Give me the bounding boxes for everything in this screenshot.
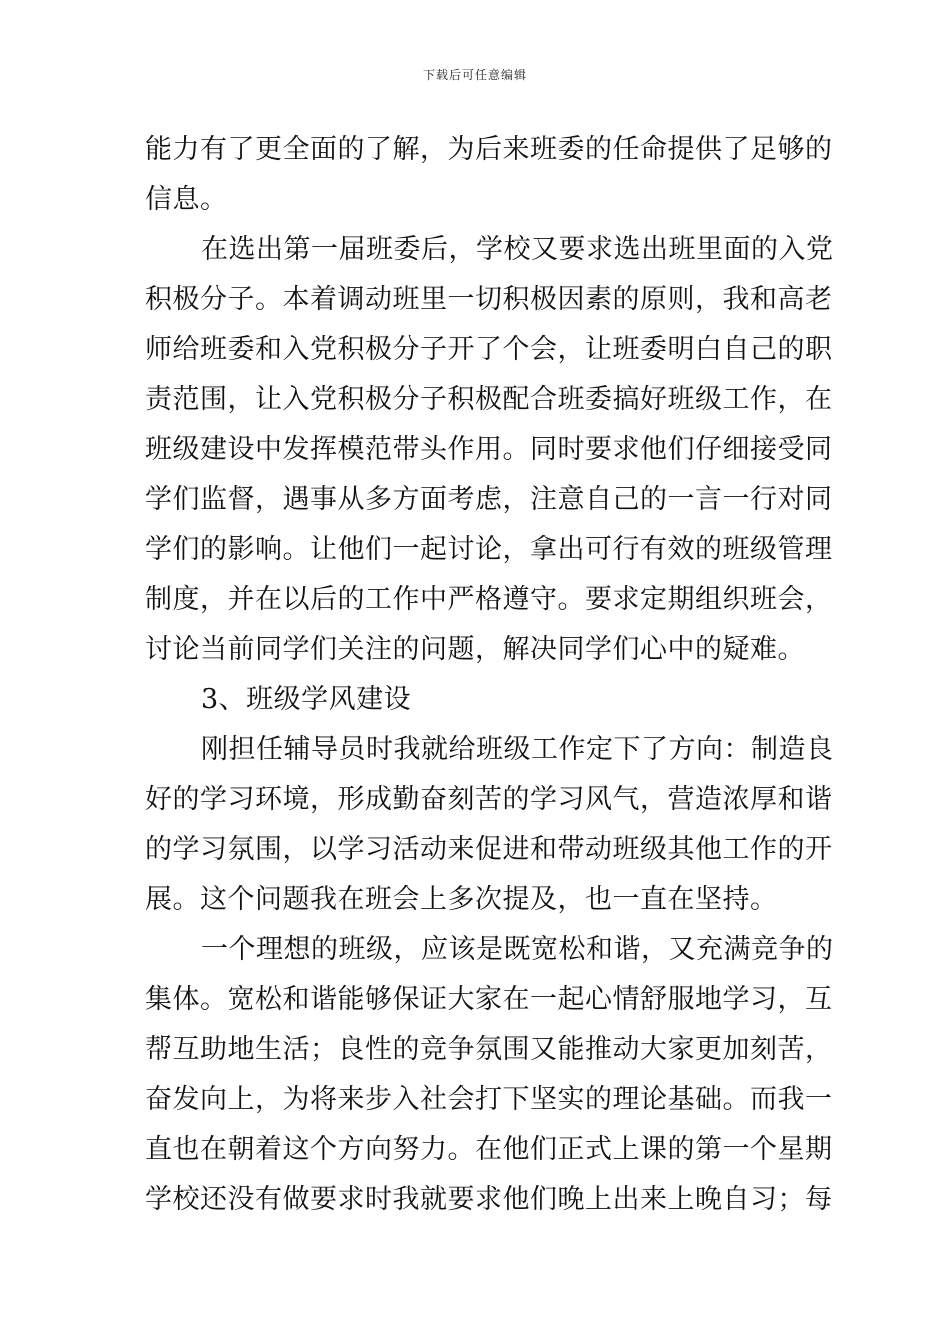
- text-line: 讨论当前同学们关注的问题，解决同学们心中的疑难。: [145, 634, 805, 665]
- text-line: 积极分子。本着调动班里一切积极因素的原则，我和高老: [145, 284, 833, 315]
- text-line: 的学习氛围，以学习活动来促进和带动班级其他工作的开: [145, 834, 833, 865]
- text-line: 责范围，让入党积极分子积极配合班委搞好班级工作，在: [145, 384, 833, 415]
- paragraph-start-line: 刚担任辅导员时我就给班级工作定下了方向：制造良: [201, 734, 834, 765]
- page-header: 下载后可任意编辑: [422, 68, 527, 82]
- text-line: 师给班委和入党积极分子开了个会，让班委明白自己的职: [145, 334, 833, 365]
- text-line: 信息。: [145, 184, 228, 215]
- text-line: 制度，并在以后的工作中严格遵守。要求定期组织班会，: [145, 584, 833, 615]
- paragraph-start-line: 一个理想的班级，应该是既宽松和谐，又充满竞争的: [201, 934, 834, 965]
- text-line: 集体。宽松和谐能够保证大家在一起心情舒服地学习，互: [145, 984, 833, 1015]
- text-line: 帮互助地生活；良性的竞争氛围又能推动大家更加刻苦，: [145, 1034, 833, 1065]
- text-line: 学校还没有做要求时我就要求他们晚上出来上晚自习；每: [145, 1184, 833, 1215]
- text-line: 直也在朝着这个方向努力。在他们正式上课的第一个星期: [145, 1134, 833, 1165]
- text-line: 班级建设中发挥模范带头作用。同时要求他们仔细接受同: [145, 434, 833, 465]
- text-line: 能力有了更全面的了解，为后来班委的任命提供了足够的: [145, 134, 833, 165]
- text-line: 学们监督，遇事从多方面考虑，注意自己的一言一行对同: [145, 484, 833, 515]
- text-line: 好的学习环境，形成勤奋刻苦的学习风气，营造浓厚和谐: [145, 784, 833, 815]
- section-heading: 3、班级学风建设: [201, 684, 412, 715]
- paragraph-start-line: 在选出第一届班委后，学校又要求选出班里面的入党: [201, 234, 834, 265]
- text-line: 学们的影响。让他们一起讨论，拿出可行有效的班级管理: [145, 534, 833, 565]
- text-line: 奋发向上，为将来步入社会打下坚实的理论基础。而我一: [145, 1084, 833, 1115]
- text-line: 展。这个问题我在班会上多次提及，也一直在坚持。: [145, 884, 778, 915]
- document-body: [145, 128, 834, 1228]
